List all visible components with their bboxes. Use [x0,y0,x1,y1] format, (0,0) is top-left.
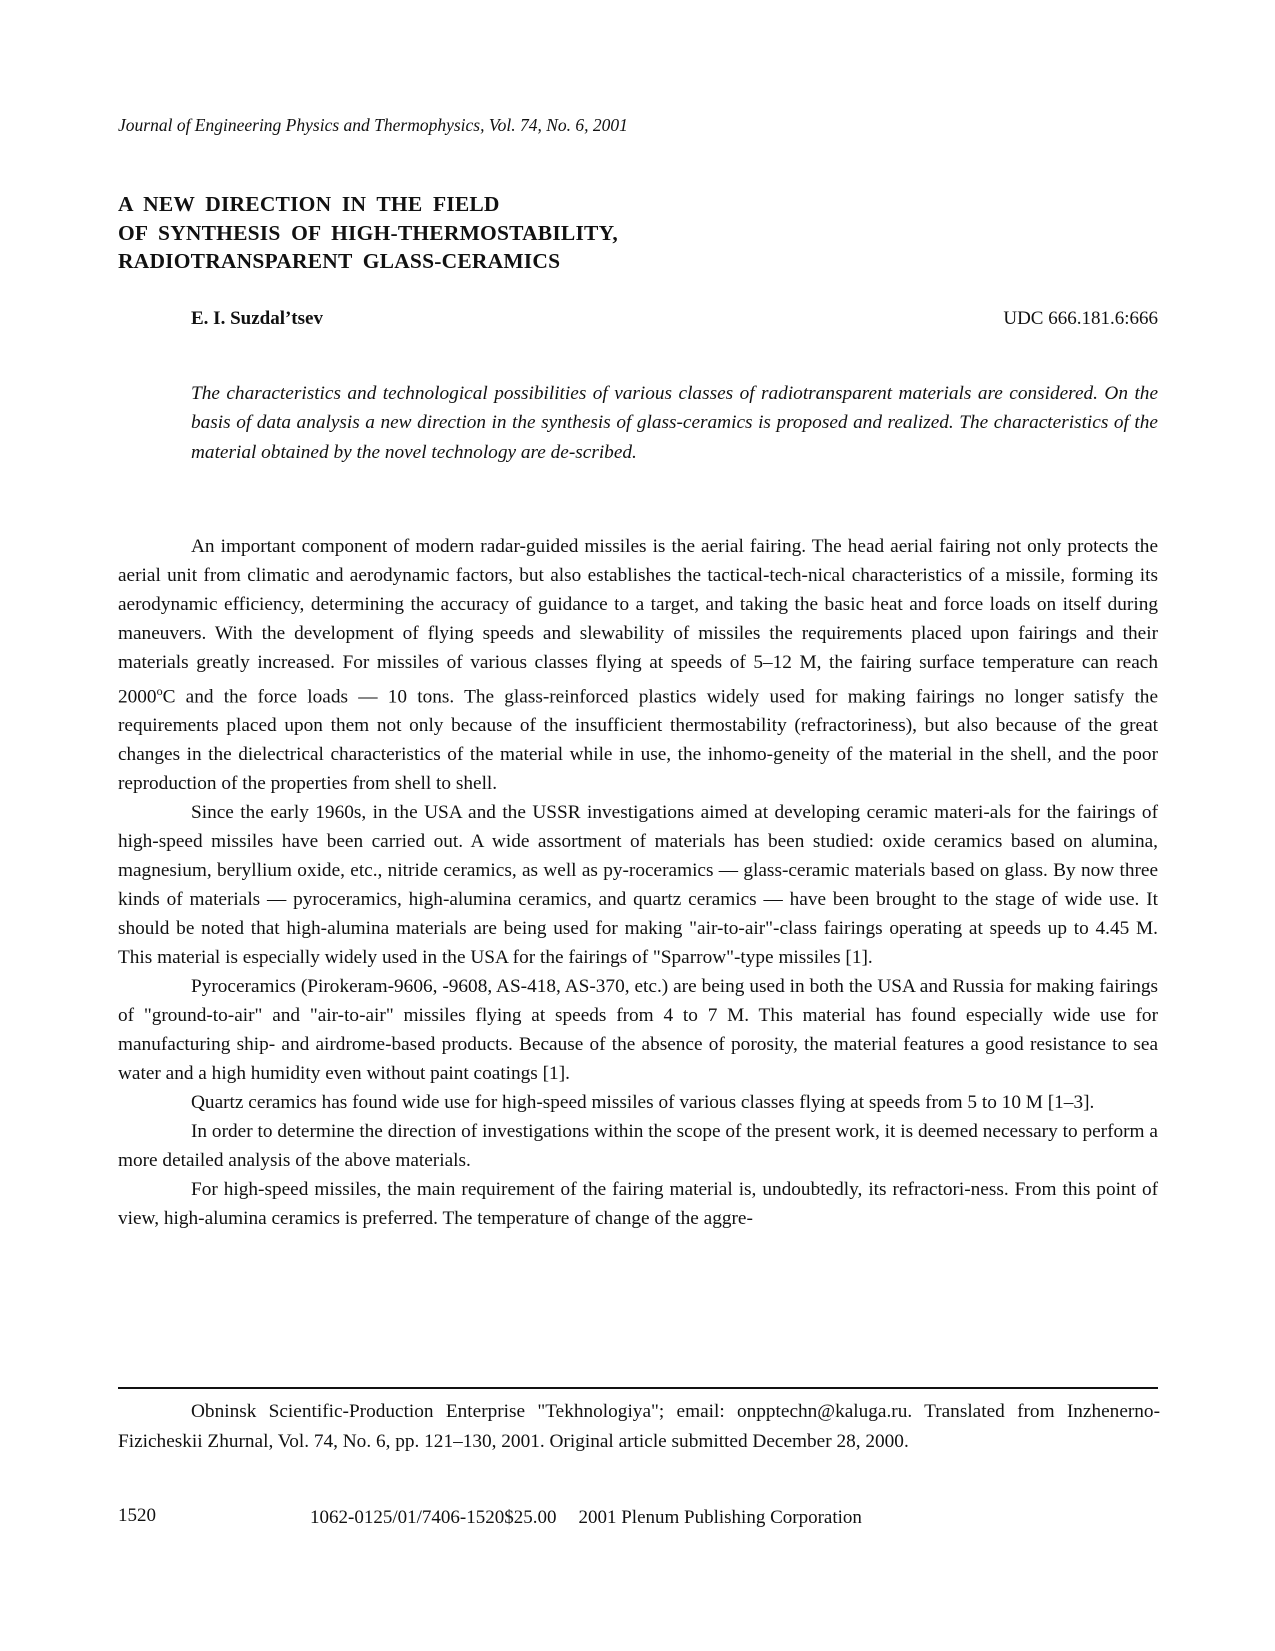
publisher: 2001 Plenum Publishing Corporation [578,1507,862,1528]
article-title [118,190,618,276]
footnote-text: Obninsk Scientific-Production Enterprise "Tekhnologiya"; email: onpptechn@kaluga.ru. Translated from Inzhenerno-Fizicheskii Zhurnal, Vol. 74, No. 6, pp. 121–130, 2001. Original article submitted December 28, 2000. [118,1401,1160,1452]
title-line-2: OF SYNTHESIS OF HIGH-THERMOSTABILITY, [118,220,618,245]
page-number: 1520 [118,1505,156,1526]
abstract: The characteristics and technological possibilities of various classes of radiotransparent materials are considered. On the basis of data analysis a new direction in the synthesis of glass-ceramics is proposed and realized. The characteristics of the material obtained by the novel technology are de-scribed. [191,383,1158,463]
degree-superscript: o [156,684,163,698]
paragraph-3: Pyroceramics (Pirokeram-9606, -9608, AS-418, AS-370, etc.) are being used in both the USA and Russia for making fairings of "ground-to-air" and "air-to-air" missiles flying at speeds from 4 to 7 M. This material has found especially wide use for manufacturing ship- and airdrome-based products. Because of the absence of porosity, the material features a good resistance to sea water and a high humidity even without paint coatings [1]. [118,976,1158,1085]
paragraph-5: In order to determine the direction of investigations within the scope of the present work, it is deemed necessary to perform a more detailed analysis of the above materials. [118,1121,1158,1172]
paragraph-1-part-a: An important component of modern radar-guided missiles is the aerial fairing. The head aerial fairing not only protects the aerial unit from climatic and aerodynamic factors, but also establishes the tactical-tech-nical characteristics of a missile, forming its aerodynamic efficiency, determining the accuracy of guidance to a target, and taking the basic heat and force loads on itself during maneuvers. With the development of flying speeds and slewability of missiles the requirements placed upon fairings and their materials greatly increased. For missiles of various classes flying at speeds of 5–12 M, the fairing surface temperature can reach 2000 [118,536,1158,708]
body-text [118,532,1158,1233]
footnote [118,1397,1160,1456]
title-line-1: A NEW DIRECTION IN THE FIELD [118,192,500,216]
paragraph-6: For high-speed missiles, the main requirement of the fairing material is, undoubtedly, its refractori-ness. From this point of view, high-alumina ceramics is preferred. The temperature of change of the aggre- [118,1179,1158,1230]
title-line-3: RADIOTRANSPARENT GLASS-CERAMICS [118,249,561,273]
copyright-line [310,1507,862,1529]
paragraph-1 [118,532,1158,798]
author-name: E. I. Suzdal’tsev [191,308,323,329]
paragraph-2: Since the early 1960s, in the USA and the USSR investigations aimed at developing ceramic materi-als for the fairings of high-speed missiles have been carried out. A wide assortment of materials has been studied: oxide ceramics based on alumina, magnesium, beryllium oxide, etc., nitride ceramics, as well as py-roceramics — glass-ceramic materials based on glass. By now three kinds of materials — pyroceramics, high-alumina ceramics, and quartz ceramics — have been brought to the stage of wide use. It should be noted that high-alumina materials are being used for making "air-to-air"-class fairings operating at speeds up to 4.45 M. This material is especially widely used in the USA for the fairings of "Sparrow"-type missiles [1]. [118,802,1158,969]
journal-header: Journal of Engineering Physics and Thermophysics, Vol. 74, No. 6, 2001 [118,115,628,135]
footnote-divider [118,1387,1158,1389]
paragraph-1-part-b: C and the force loads — 10 tons. The glass-reinforced plastics widely used for making fairings no longer satisfy the requirements placed upon them not only because of the insufficient thermostability (refractoriness), but also because of the great changes in the dielectrical characteristics of the material while in use, the inhomo-geneity of the material in the shell, and the poor reproduction of the properties from shell to shell. [118,686,1158,795]
udc-code: UDC 666.181.6:666 [1003,308,1158,329]
paragraph-4: Quartz ceramics has found wide use for high-speed missiles of various classes flying at speeds from 5 to 10 M [1–3]. [191,1092,1095,1114]
article-code: 1062-0125/01/7406-1520$25.00 [310,1507,557,1528]
